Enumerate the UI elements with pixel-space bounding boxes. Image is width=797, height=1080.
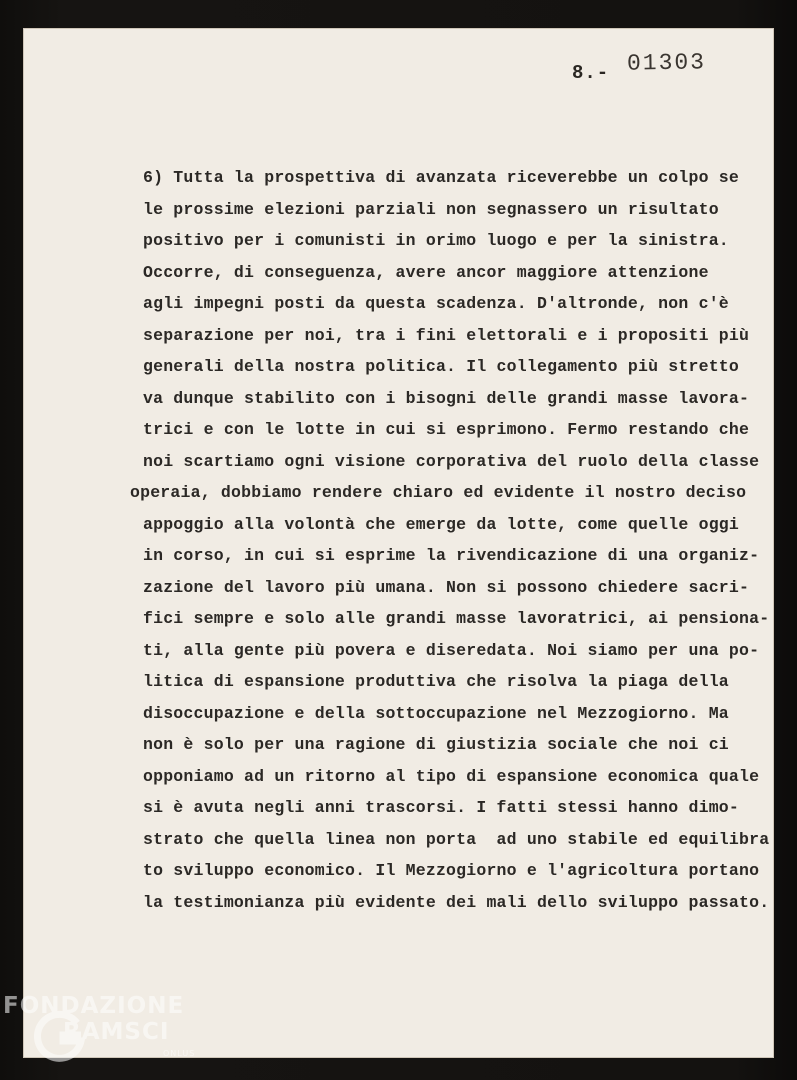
watermark-line1: FONDAZIONE — [3, 993, 185, 1019]
text-line: si è avuta negli anni trascorsi. I fatti stessi hanno dimo- — [143, 798, 739, 817]
watermark-small: ONLUS — [163, 1049, 196, 1058]
document-body — [130, 162, 770, 918]
text-line: in corso, in cui si esprime la rivendicazione di una organiz- — [143, 546, 760, 565]
text-line: opponiamo ad un ritorno al tipo di espansione economica quale — [143, 766, 760, 786]
watermark-line2: RAMSCI — [63, 1019, 170, 1045]
text-line: la testimonianza più evidente dei mali dello sviluppo passato. — [143, 892, 770, 912]
text-line: ti, alla gente più povera e diseredata. Noi siamo per una po- — [143, 640, 760, 660]
text-line: to sviluppo economico. Il Mezzogiorno e l'agricoltura portano — [143, 861, 760, 880]
text-line: Occorre, di conseguenza, avere ancor maggiore attenzione — [143, 262, 709, 282]
text-line: appoggio alla volontà che emerge da lotte, come quelle oggi — [143, 514, 739, 534]
text-line: generali della nostra politica. Il collegamento più stretto — [143, 357, 739, 376]
fondazione-gramsci-watermark — [3, 993, 203, 1073]
text-line: operaia, dobbiamo rendere chiaro ed evidente il nostro deciso — [130, 483, 747, 502]
page-number: 8.- — [572, 62, 610, 84]
text-line: noi scartiamo ogni visione corporativa del ruolo della classe — [143, 451, 760, 471]
text-line: zazione del lavoro più umana. Non si possono chiedere sacri- — [143, 577, 750, 597]
text-line: le prossime elezioni parziali non segnassero un risultato — [143, 199, 719, 219]
text-line: separazione per noi, tra i fini elettorali e i propositi più — [143, 325, 750, 345]
text-line: disoccupazione e della sottoccupazione nel Mezzogiorno. Ma — [143, 703, 729, 723]
text-line: agli impegni posti da questa scadenza. D'altronde, non c'è — [143, 294, 729, 313]
text-line: positivo per i comunisti in orimo luogo e per la sinistra. — [143, 231, 729, 250]
text-line: trici e con le lotte in cui si esprimono. Fermo restando che — [143, 420, 750, 439]
text-line: va dunque stabilito con i bisogni delle grandi masse lavora- — [143, 388, 750, 408]
text-line: litica di espansione produttiva che risolva la piaga della — [143, 672, 729, 691]
archive-number-stamp: 01303 — [626, 49, 707, 77]
text-line: strato che quella linea non porta ad uno stabile ed equilibra — [143, 829, 770, 849]
text-line: fici sempre e solo alle grandi masse lavoratrici, ai pensiona- — [143, 609, 770, 628]
text-line: non è solo per una ragione di giustizia sociale che noi ci — [143, 735, 729, 754]
text-line: 6) Tutta la prospettiva di avanzata riceverebbe un colpo se — [143, 168, 739, 187]
